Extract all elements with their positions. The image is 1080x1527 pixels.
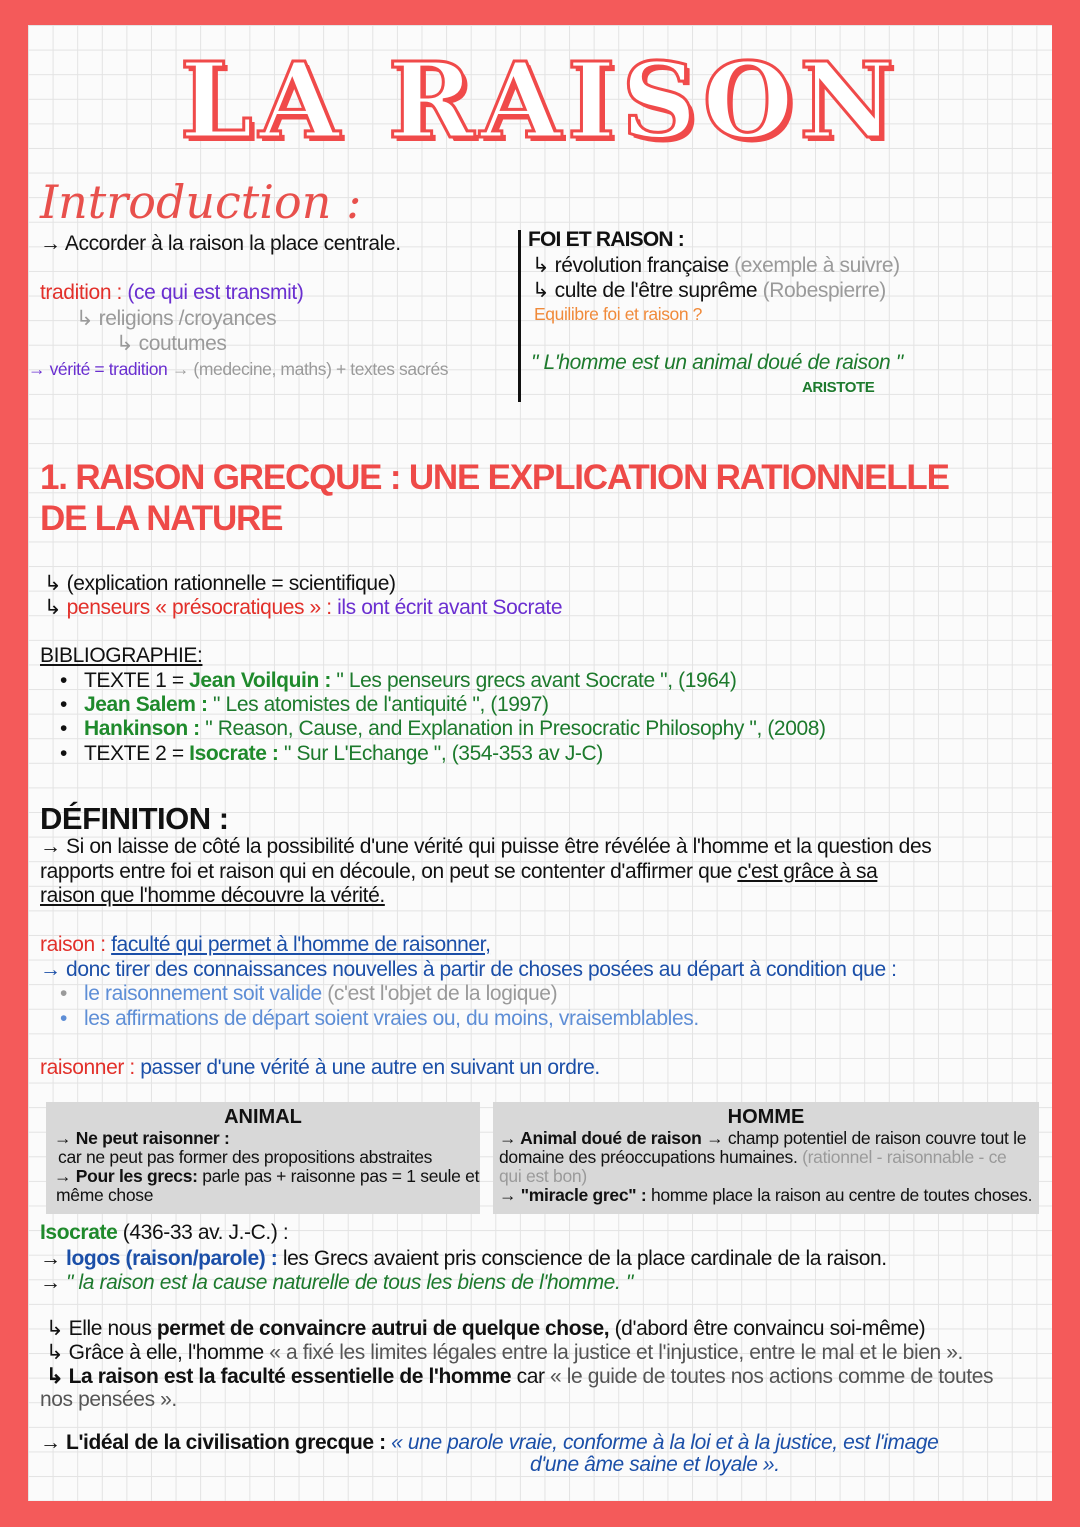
tradition-definition: (ce qui est transmit)	[127, 281, 304, 304]
biblio-author: Isocrate :	[189, 742, 279, 765]
homme-line-3: qui est bon)	[499, 1166, 587, 1186]
homme-line-2-text: domaine des préoccupations humaines.	[499, 1147, 798, 1167]
logos-arrow: →	[40, 1247, 61, 1270]
definition-line-2	[40, 860, 1040, 885]
homme-line-2-note: (rationnel - raisonnable - ce	[802, 1147, 1007, 1167]
raison-def: faculté qui permet à l'homme de raisonner,	[111, 933, 491, 956]
coutumes-line: ↳ coutumes	[116, 332, 227, 355]
biblio-title: " Les atomistes de l'antiquité ", (1997)	[213, 693, 549, 716]
raisonner-label: raisonner :	[40, 1056, 135, 1079]
raison-definition	[40, 933, 491, 957]
foi-line-1-note: (exemple à suivre)	[734, 254, 900, 277]
section-1-heading-line-1: 1. RAISON GRECQUE : UNE EXPLICATION RATIONNELLE	[40, 458, 949, 497]
raisonner-def: passer d'une vérité à une autre en suivant un ordre.	[140, 1056, 600, 1079]
definition-line-3: raison que l'homme découvre la vérité.	[40, 884, 385, 908]
isocrate-dates: (436-33 av. J.-C.) :	[122, 1221, 289, 1244]
raison-label: raison :	[40, 933, 106, 956]
isocrate-quote-line	[40, 1271, 633, 1295]
foi-line-1-main: ↳ révolution française	[532, 254, 729, 277]
isocrate-quote-arrow: →	[40, 1271, 61, 1294]
logos-rest: les Grecs avaient pris conscience de la place cardinale de la raison.	[282, 1247, 887, 1270]
explication-line: ↳ (explication rationnelle = scientifique)	[44, 572, 396, 595]
logos-label: logos (raison/parole) :	[66, 1247, 278, 1270]
bibliography-heading: BIBLIOGRAPHIE:	[40, 644, 203, 667]
isocrate-point-1-pre: ↳ Elle nous	[46, 1317, 152, 1340]
homme-line-2	[499, 1148, 1039, 1167]
foi-line-1	[532, 253, 900, 278]
isocrate-point-2-quote: « a fixé les limites légales entre la justice et l'injustice, entre le mal et le bien ».	[269, 1341, 963, 1364]
foi-line-2-main: ↳ culte de l'être suprême	[532, 279, 758, 302]
biblio-item: • TEXTE 1 = Jean Voilquin : " Les penseurs grecs avant Socrate ", (1964)	[60, 669, 737, 692]
isocrate-heading	[40, 1221, 288, 1245]
foi-line-2-note: (Robespierre)	[762, 279, 886, 302]
logos-line	[40, 1247, 887, 1271]
aristote-author: ARISTOTE	[802, 379, 875, 396]
definition-line-2-underlined: c'est grâce à sa	[737, 859, 878, 883]
tradition-line	[40, 281, 303, 305]
homme-line-1-rest: → champ potentiel de raison couvre tout le	[706, 1128, 1027, 1148]
animal-line-3	[54, 1167, 480, 1186]
definition-paragraph	[40, 835, 1040, 909]
homme-line-4-bold: → "miracle grec" :	[499, 1185, 647, 1205]
donc-line: → donc tirer des connaissances nouvelles à partir de choses posées au départ à condition que :	[40, 958, 897, 981]
homme-line-4-rest: homme place la raison au centre de toutes choses.	[650, 1185, 1033, 1205]
isocrate-point-3-cont: nos pensées ».	[40, 1388, 177, 1411]
biblio-item: • Hankinson : " Reason, Cause, and Explanation in Presocratic Philosophy ", (2008)	[60, 717, 826, 740]
isocrate-name: Isocrate	[40, 1221, 118, 1244]
intro-line-1: → Accorder à la raison la place centrale.	[40, 232, 401, 255]
verite-text: vérité = tradition	[49, 359, 168, 379]
animal-box	[46, 1102, 480, 1214]
animal-line-2: car ne peut pas former des propositions abstraites	[58, 1147, 433, 1167]
condition-1: • le raisonnement soit valide (c'est l'objet de la logique)	[60, 982, 558, 1005]
biblio-author: Hankinson :	[84, 717, 200, 740]
animal-line-1: → Ne peut raisonner :	[54, 1128, 230, 1148]
biblio-author: Jean Voilquin :	[189, 669, 331, 692]
notes-sheet	[28, 25, 1052, 1501]
isocrate-point-1-bold: permet de convaincre autrui de quelque chose,	[156, 1317, 610, 1340]
biblio-title: " Reason, Cause, and Explanation in Presocratic Philosophy ", (2008)	[205, 717, 826, 740]
foi-question: Equilibre foi et raison ?	[534, 304, 703, 324]
column-divider	[518, 230, 521, 402]
homme-line-1	[499, 1129, 1039, 1148]
presocratiques-label: penseurs « présocratiques » :	[66, 596, 332, 619]
isocrate-point-3-car: car	[516, 1365, 545, 1388]
verite-rest: → (medecine, maths) + textes sacrés	[171, 359, 449, 379]
isocrate-point-3	[46, 1364, 993, 1389]
biblio-title: " Sur L'Echange ", (354-353 av J-C)	[283, 742, 603, 765]
isocrate-point-2-pre: ↳ Grâce à elle, l'homme	[46, 1341, 264, 1364]
foi-line-2	[532, 278, 886, 303]
isocrate-quote: " la raison est la cause naturelle de tous les biens de l'homme. "	[66, 1271, 633, 1294]
biblio-prefix: TEXTE 1 =	[84, 669, 184, 692]
biblio-title: " Les penseurs grecs avant Socrate ", (1964)	[336, 669, 737, 692]
presocratiques-line	[44, 595, 562, 620]
raisonner-definition	[40, 1056, 600, 1080]
ideal-label: → L'idéal de la civilisation grecque :	[40, 1431, 386, 1454]
biblio-item: • Jean Salem : " Les atomistes de l'antiquité ", (1997)	[60, 693, 549, 716]
religions-line: ↳ religions /croyances	[76, 307, 277, 330]
tradition-label: tradition :	[40, 281, 122, 304]
isocrate-point-1	[46, 1316, 925, 1341]
condition-2: • les affirmations de départ soient vraies ou, du moins, vraisemblables.	[60, 1007, 699, 1030]
verite-line	[28, 359, 448, 380]
section-1-heading	[40, 457, 949, 539]
condition-2-text: les affirmations de départ soient vraies ou, du moins, vraisemblables.	[84, 1007, 699, 1030]
foi-heading: FOI ET RAISON :	[528, 228, 685, 251]
ideal-line	[40, 1431, 938, 1455]
intro-heading: Introduction :	[40, 175, 362, 229]
biblio-author: Jean Salem :	[84, 693, 208, 716]
homme-line-4	[499, 1186, 1039, 1205]
isocrate-point-3-bold: ↳ La raison est la faculté essentielle de l'homme	[46, 1365, 512, 1388]
definition-heading: DÉFINITION :	[40, 801, 229, 836]
definition-line-1: → Si on laisse de côté la possibilité d'une vérité qui puisse être révélée à l'homme et la question des	[40, 835, 932, 858]
isocrate-point-2	[46, 1340, 963, 1365]
isocrate-point-3-quote: « le guide de toutes nos actions comme de toutes	[550, 1365, 994, 1388]
condition-1-text: le raisonnement soit valide	[84, 982, 322, 1005]
biblio-item: • TEXTE 2 = Isocrate : " Sur L'Echange ", (354-353 av J-C)	[60, 742, 603, 765]
animal-line-3-rest: parle pas + raisonne pas = 1 seule et	[202, 1166, 480, 1186]
definition-line-2-plain: rapports entre foi et raison qui en découle, on peut se contenter d'affirmer que	[40, 859, 732, 883]
animal-line-4: même chose	[56, 1185, 154, 1205]
animal-title: ANIMAL	[224, 1106, 302, 1128]
presocratiques-text: ils ont écrit avant Socrate	[337, 596, 563, 619]
homme-title: HOMME	[727, 1106, 805, 1128]
ideal-quote-2: d'une âme saine et loyale ».	[530, 1453, 780, 1476]
verite-arrow: →	[28, 359, 46, 379]
page-title: LA RAISON	[179, 39, 901, 162]
presocratiques-arrow: ↳	[44, 596, 62, 619]
ideal-quote-1: « une parole vraie, conforme à la loi et à la justice, est l'image	[391, 1431, 939, 1454]
condition-1-note: (c'est l'objet de la logique)	[327, 982, 558, 1005]
biblio-prefix: TEXTE 2 =	[84, 742, 184, 765]
homme-line-1-bold: → Animal doué de raison	[499, 1128, 702, 1148]
isocrate-point-1-rest: (d'abord être convaincu soi-même)	[614, 1317, 926, 1340]
aristote-quote: " L'homme est un animal doué de raison "	[531, 351, 903, 374]
animal-line-3-bold: → Pour les grecs:	[54, 1166, 198, 1186]
homme-box	[493, 1102, 1039, 1214]
section-1-heading-line-2: DE LA NATURE	[40, 499, 283, 538]
